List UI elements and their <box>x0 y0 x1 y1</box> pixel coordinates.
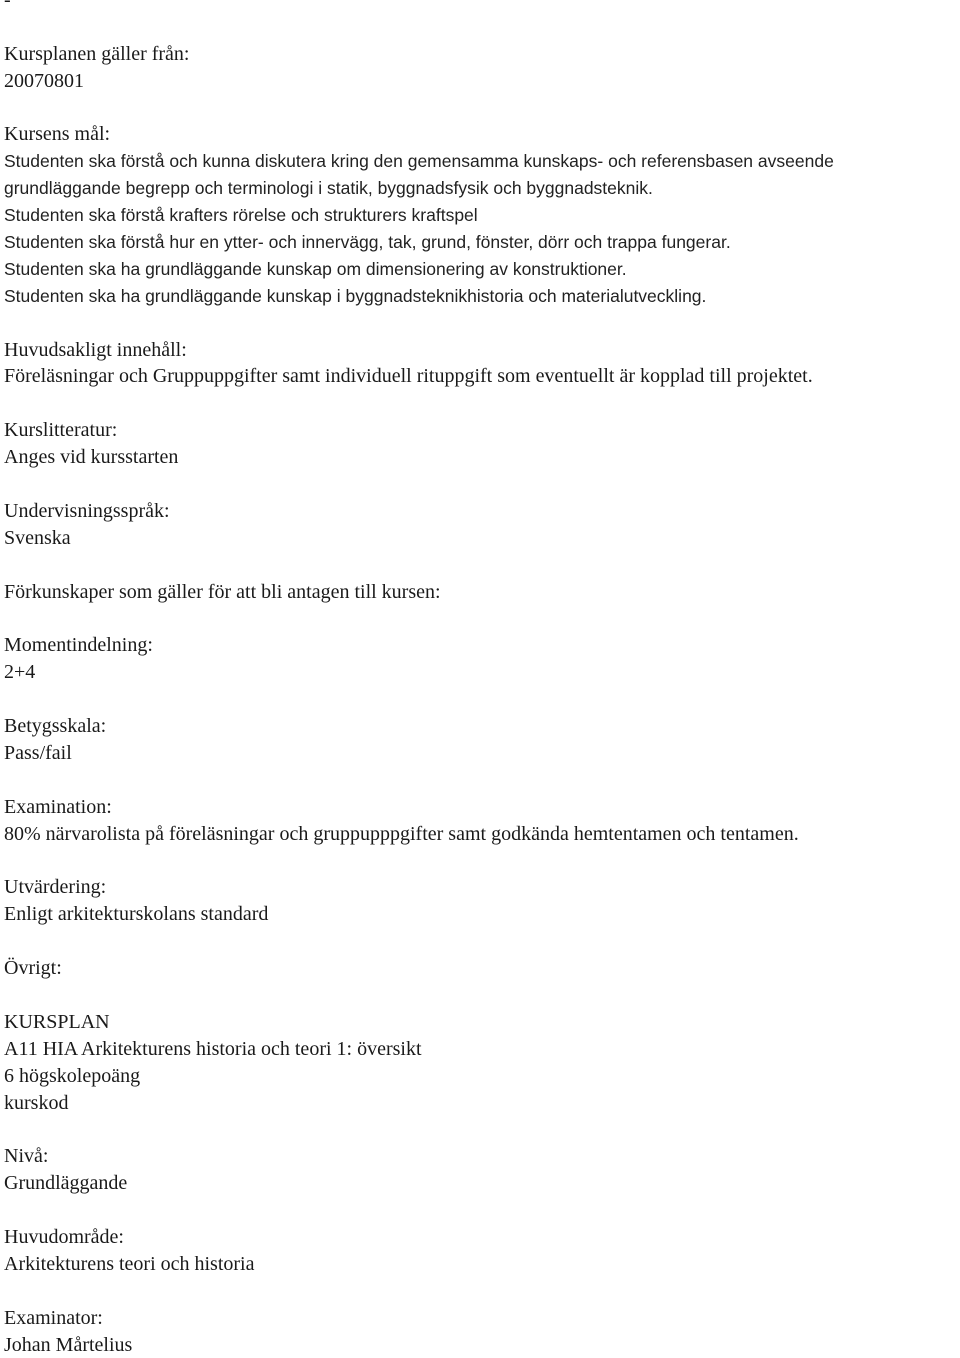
prerequisites-label: Förkunskaper som gäller för att bli antagen till kursen: <box>4 580 441 603</box>
goals-label: Kursens mål: <box>4 123 111 146</box>
valid-from-label: Kursplanen gäller från: <box>4 42 190 65</box>
goals-line: grundläggande begrepp och terminologi i statik, byggnadsfysik och byggnadsteknik. <box>4 178 653 199</box>
kursplan-heading: KURSPLAN <box>4 1010 110 1033</box>
literature-label: Kurslitteratur: <box>4 419 118 442</box>
goals-line: Studenten ska ha grundläggande kunskap om dimensionering av konstruktioner. <box>4 258 627 279</box>
examiner-label: Examinator: <box>4 1306 103 1329</box>
goals-line: Studenten ska förstå krafters rörelse och strukturers kraftspel <box>4 205 478 226</box>
language-value: Svenska <box>4 526 71 549</box>
goals-line: Studenten ska förstå och kunna diskutera kring den gemensamma kunskaps- och referensbasen avseende <box>4 151 834 172</box>
course-title: A11 HIA Arkitekturens historia och teori 1: översikt <box>4 1037 422 1060</box>
content-label: Huvudsakligt innehåll: <box>4 338 187 361</box>
course-code-label: kurskod <box>4 1091 69 1114</box>
examination-label: Examination: <box>4 795 112 818</box>
language-label: Undervisningsspråk: <box>4 499 170 522</box>
top-dash: - <box>4 0 11 11</box>
grading-label: Betygsskala: <box>4 715 107 738</box>
valid-from-value: 20070801 <box>4 69 84 92</box>
goals-line: Studenten ska ha grundläggande kunskap i byggnadsteknikhistoria och materialutveckling. <box>4 285 707 306</box>
course-credits: 6 högskolepoäng <box>4 1064 141 1087</box>
modules-label: Momentindelning: <box>4 634 153 657</box>
literature-value: Anges vid kursstarten <box>4 446 179 469</box>
main-area-label: Huvudområde: <box>4 1225 124 1248</box>
main-area-value: Arkitekturens teori och historia <box>4 1252 255 1275</box>
evaluation-value: Enligt arkitekturskolans standard <box>4 903 269 926</box>
evaluation-label: Utvärdering: <box>4 876 107 899</box>
syllabus-document <box>4 0 958 1358</box>
other-label: Övrigt: <box>4 957 62 980</box>
modules-value: 2+4 <box>4 661 36 684</box>
level-value: Grundläggande <box>4 1172 128 1195</box>
examiner-value: Johan Mårtelius <box>4 1333 133 1356</box>
level-label: Nivå: <box>4 1145 49 1168</box>
grading-value: Pass/fail <box>4 741 72 764</box>
examination-value: 80% närvarolista på föreläsningar och gruppupppgifter samt godkända hemtentamen och tentamen. <box>4 822 799 845</box>
goals-line: Studenten ska förstå hur en ytter- och innervägg, tak, grund, fönster, dörr och trappa fungerar. <box>4 232 731 253</box>
content-value: Föreläsningar och Gruppuppgifter samt individuell rituppgift som eventuellt är kopplad till projektet. <box>4 365 813 388</box>
